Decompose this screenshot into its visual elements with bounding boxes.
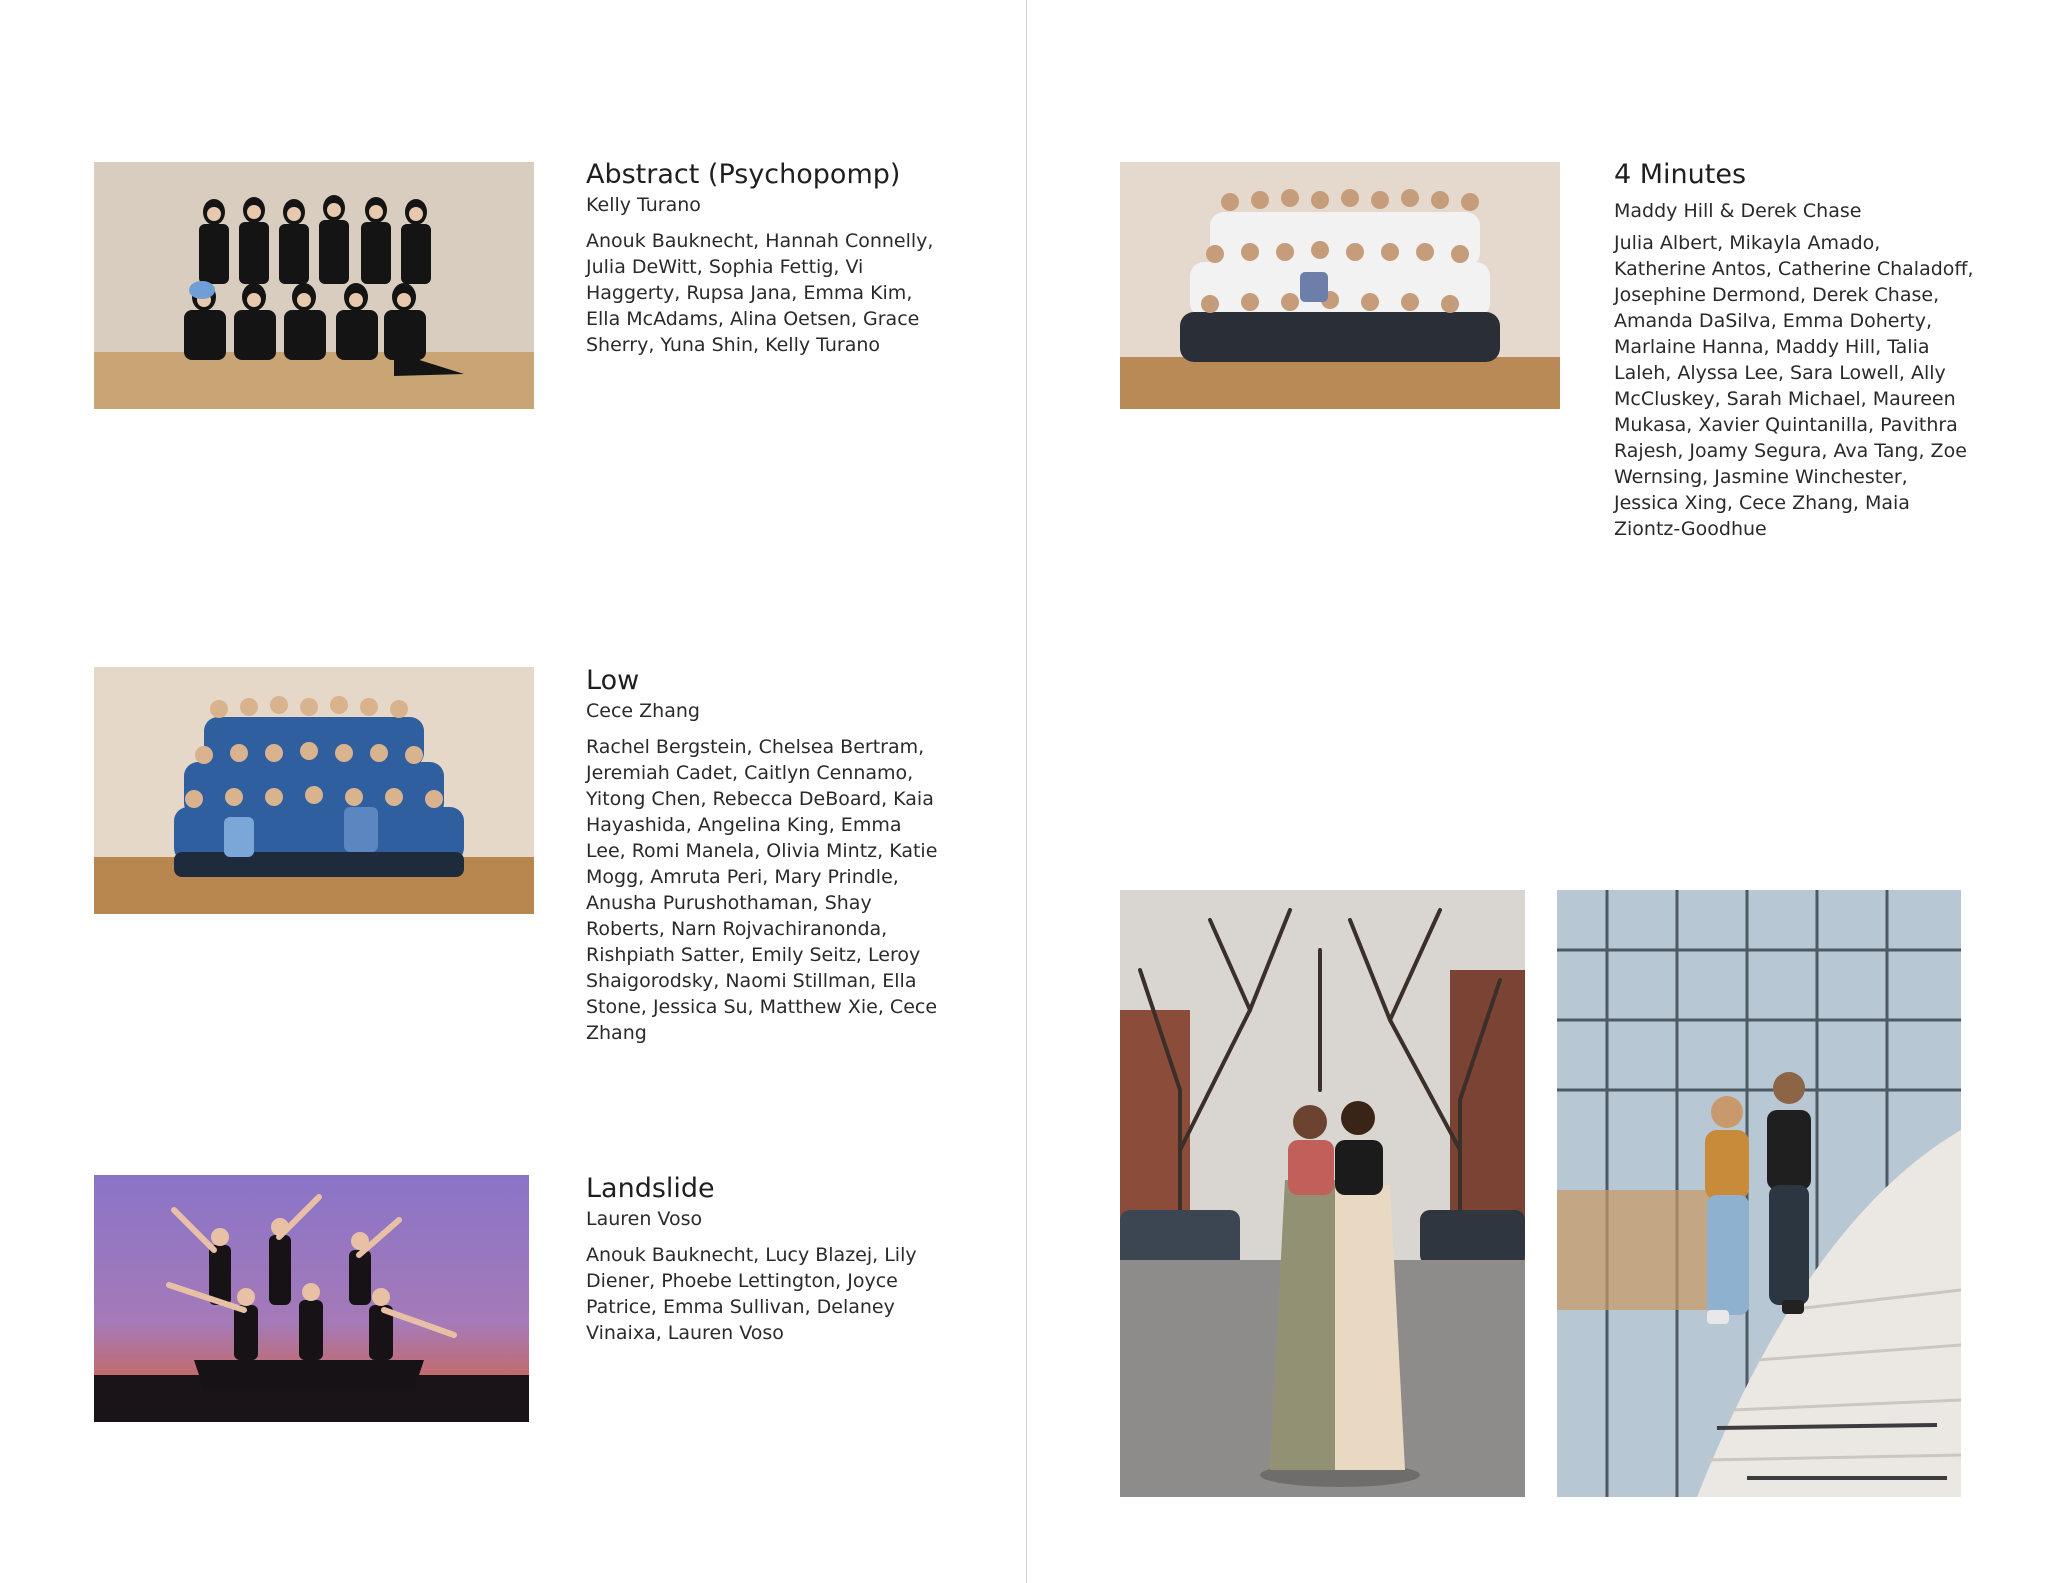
photo-4-minutes-group bbox=[1120, 162, 1560, 409]
entry-title: Abstract (Psychopomp) bbox=[586, 159, 901, 190]
photo-landslide-stage bbox=[94, 1175, 529, 1422]
entry-choreographer: Kelly Turano bbox=[586, 194, 701, 216]
entry-cast-list: Anouk Bauknecht, Hannah Connelly, Julia DeWitt, Sophia Fettig, Vi Haggerty, Rupsa Jana, Emma Kim, Ella McAdams, Alina Oetsen, Grace Sherry, Yuna Shin, Kelly Turano bbox=[586, 230, 934, 356]
photo-street-duo bbox=[1120, 890, 1525, 1497]
entry-cast-list: Anouk Bauknecht, Lucy Blazej, Lily Diener, Phoebe Lettington, Joyce Patrice, Emma Sullivan, Delaney Vinaixa, Lauren Voso bbox=[586, 1244, 917, 1344]
entry-title: Low bbox=[586, 665, 640, 696]
entry-abstract bbox=[586, 158, 946, 358]
entry-4-minutes bbox=[1614, 158, 1974, 542]
entry-cast-list: Rachel Bergstein, Chelsea Bertram, Jeremiah Cadet, Caitlyn Cennamo, Yitong Chen, Rebecca DeBoard, Kaia Hayashida, Angelina King, Emma Lee, Romi Manela, Olivia Mintz, Katie Mogg, Amruta Peri, Mary Prindle, Anusha Purushothaman, Shay Roberts, Narn Rojvachiranonda, Rishpiath Satter, Emily Seitz, Leroy Shaigorodsky, Naomi Stillman, Ella Stone, Jessica Su, Matthew Xie, Cece Zhang bbox=[586, 736, 938, 1044]
entry-landslide bbox=[586, 1172, 946, 1346]
photo-abstract-group bbox=[94, 162, 534, 409]
entry-title: 4 Minutes bbox=[1614, 159, 1747, 190]
page-divider bbox=[1026, 0, 1027, 1583]
entry-low bbox=[586, 664, 946, 1046]
entry-choreographer: Lauren Voso bbox=[586, 1208, 703, 1230]
entry-choreographer: Maddy Hill & Derek Chase bbox=[1614, 200, 1862, 222]
photo-low-group bbox=[94, 667, 534, 914]
photo-staircase-duo bbox=[1557, 890, 1961, 1497]
entry-choreographer: Cece Zhang bbox=[586, 700, 700, 722]
entry-title: Landslide bbox=[586, 1173, 715, 1204]
entry-cast-list: Julia Albert, Mikayla Amado, Katherine Antos, Catherine Chaladoff, Josephine Dermond, Derek Chase, Amanda DaSilva, Emma Doherty, Marlaine Hanna, Maddy Hill, Talia Laleh, Alyssa Lee, Sara Lowell, Ally McCluskey, Sarah Michael, Maureen Mukasa, Xavier Quintanilla, Pavithra Rajesh, Joamy Segura, Ava Tang, Zoe Wernsing, Jasmine Winchester, Jessica Xing, Cece Zhang, Maia Ziontz-Goodhue bbox=[1614, 232, 1974, 540]
